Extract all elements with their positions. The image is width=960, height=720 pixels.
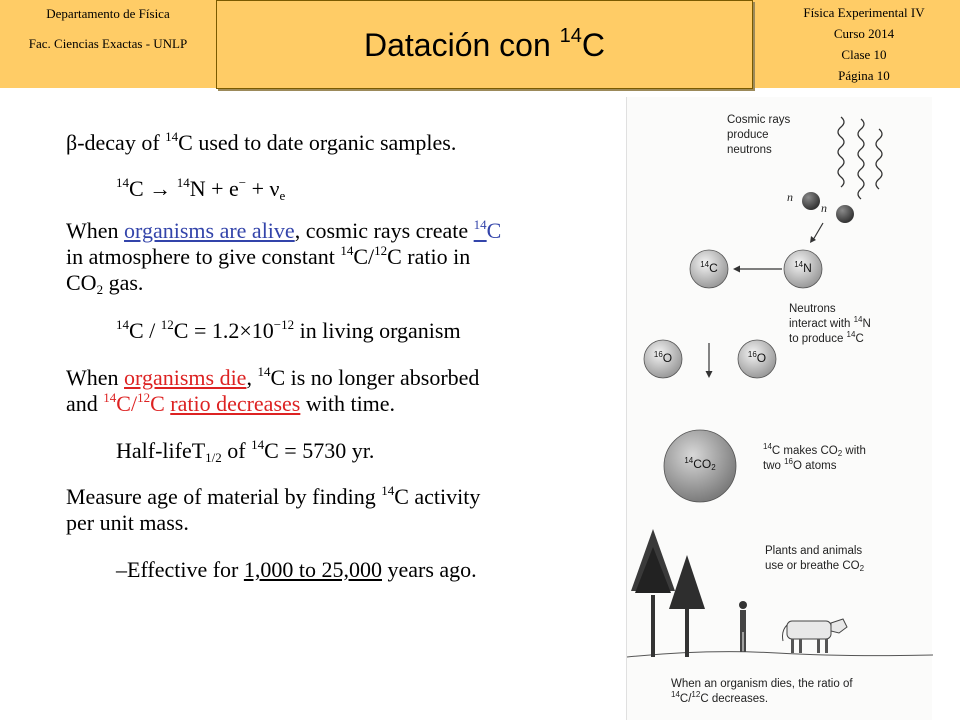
ground (627, 652, 933, 657)
text: C = 5730 yr. (264, 438, 375, 463)
text: to produce (789, 333, 847, 345)
subscript: e (279, 188, 286, 203)
text: O (662, 351, 673, 365)
bullet-die-line1 (66, 365, 479, 390)
carbon-cycle-figure (626, 97, 932, 720)
text: + ν (246, 176, 280, 201)
caption-line (765, 559, 864, 574)
title-superscript: 14 (559, 25, 582, 47)
cosmic-ray-wave-1 (838, 117, 844, 187)
text: When (66, 365, 125, 390)
text: years ago. (382, 557, 477, 582)
superscript: 14 (251, 437, 265, 452)
superscript: 16 (653, 350, 663, 359)
bullet-alive-line2 (66, 244, 470, 269)
text: C makes CO (771, 445, 838, 457)
text: C → (129, 176, 177, 201)
superscript: 14 (853, 315, 863, 324)
bullet-measure-line1 (66, 484, 480, 509)
text: When (66, 218, 125, 243)
caption-neutrons-interact (789, 302, 871, 347)
figure-drawing (627, 97, 933, 720)
neutron-1 (802, 192, 820, 210)
neutron-label-1: n (787, 190, 793, 204)
text: C/ (679, 693, 692, 705)
superscript: 12 (374, 243, 388, 258)
label-oxygen-16-1 (647, 351, 679, 365)
text: Measure age of material by finding (66, 484, 382, 509)
subscript: 2 (837, 449, 843, 458)
beta-symbol: β (66, 130, 78, 155)
page-number: Página 10 (838, 68, 890, 83)
text: O (756, 351, 767, 365)
superscript: 14 (794, 260, 804, 269)
superscript: 12 (160, 317, 174, 332)
label-nitrogen-14 (787, 261, 819, 275)
caption-plants-animals (765, 544, 864, 574)
class-number: Clase 10 (841, 47, 887, 62)
title-text: Datación con (363, 27, 560, 63)
faculty-name: Fac. Ciencias Exactas - UNLP (28, 36, 188, 51)
text: C decreases. (700, 693, 769, 705)
superscript: 14 (176, 175, 190, 190)
bullet-die-line2 (66, 391, 395, 416)
superscript: 14 (165, 129, 179, 144)
caption-organism-dies (671, 677, 853, 707)
neutron-2 (836, 205, 854, 223)
text: in atmosphere to give constant (66, 244, 341, 269)
superscript: 14 (473, 217, 487, 232)
caption-line (763, 444, 866, 459)
superscript: 14 (340, 243, 354, 258)
text: use or breathe CO (765, 560, 860, 572)
superscript: 14 (846, 330, 856, 339)
text: interact with (789, 318, 854, 330)
text: O atoms (793, 460, 837, 472)
label-co2 (675, 457, 725, 471)
title-box (216, 0, 753, 89)
subscript: 2 (859, 564, 865, 573)
superscript: 14 (116, 175, 129, 190)
text: C / (129, 318, 161, 343)
caption-line: Plants and animals (765, 545, 863, 557)
cosmic-ray-wave-2 (858, 119, 864, 199)
label-oxygen-16-2 (741, 351, 773, 365)
superscript: 12 (691, 690, 701, 699)
superscript: 14 (684, 456, 694, 465)
caption-line: neutrons (727, 144, 772, 156)
caption-line (763, 459, 866, 474)
link-organisms-alive[interactable]: organisms are alive (124, 218, 295, 243)
superscript: 14 (763, 442, 772, 451)
text: CO (66, 270, 97, 295)
caption-line (789, 332, 871, 347)
link-ratio-decreases[interactable]: ratio decreases (170, 391, 301, 416)
text: and (66, 391, 104, 416)
superscript: −12 (273, 317, 295, 332)
text: two (763, 460, 785, 472)
superscript: − (238, 175, 247, 190)
text: C/ (353, 244, 375, 269)
text: C activity (394, 484, 481, 509)
tree-1 (631, 529, 675, 657)
caption-cosmic-rays (727, 113, 790, 158)
neutron-arrow (813, 223, 823, 240)
caption-line: produce (727, 129, 769, 141)
course-name: Física Experimental IV (803, 5, 925, 20)
superscript: 14 (116, 317, 129, 332)
neutron-label-2: n (821, 201, 827, 215)
text: C = 1.2×10 (173, 318, 274, 343)
text: of (221, 438, 252, 463)
subscript: 2 (96, 282, 104, 297)
caption-line: Neutrons (789, 303, 836, 315)
text: C (150, 391, 171, 416)
text: C/ (116, 391, 138, 416)
superscript: 14 (671, 690, 680, 699)
text: N (803, 261, 812, 275)
superscript: 12 (137, 390, 151, 405)
course-year: Curso 2014 (833, 26, 895, 41)
superscript: 16 (747, 350, 757, 359)
superscript: 14 (257, 364, 271, 379)
page-title (217, 27, 752, 64)
label-carbon-14 (693, 261, 725, 275)
subscript: 1/2 (205, 450, 222, 465)
tree-2 (669, 555, 705, 657)
cosmic-ray-wave-3 (876, 129, 882, 189)
bullet-measure-line2: per unit mass. (66, 510, 189, 535)
caption-line: Cosmic rays (727, 114, 791, 126)
text: -decay of (77, 130, 166, 155)
ratio-living (116, 318, 461, 343)
half-life (116, 438, 374, 463)
subscript: 2 (711, 463, 716, 472)
link-organisms-die[interactable]: organisms die (124, 365, 247, 390)
text: , cosmic rays create (294, 218, 474, 243)
caption-line: When an organism dies, the ratio of (671, 678, 853, 690)
decay-equation (116, 176, 285, 201)
caption-line (789, 317, 871, 332)
department-name: Departamento de Física (46, 6, 170, 21)
text: N (862, 318, 871, 330)
cow (783, 619, 848, 653)
text: C (486, 218, 502, 243)
text: N + e (189, 176, 239, 201)
text: CO (693, 457, 712, 471)
department-info (0, 0, 216, 88)
text: gas. (103, 270, 144, 295)
text: C is no longer absorbed (270, 365, 480, 390)
bullet-beta-decay (66, 130, 456, 155)
bullet-alive-line3 (66, 270, 143, 295)
text: , (246, 365, 258, 390)
course-info (800, 2, 928, 86)
text: C (709, 261, 718, 275)
text: in living organism (294, 318, 461, 343)
text: C ratio in (387, 244, 471, 269)
caption-co2 (763, 444, 866, 474)
bullet-alive-line1 (66, 218, 501, 243)
text: Half-lifeT (116, 438, 206, 463)
superscript: 16 (784, 457, 793, 466)
caption-line (671, 692, 853, 707)
text: with (842, 445, 866, 457)
text: –Effective for (116, 557, 244, 582)
person (739, 601, 747, 652)
effective-range (116, 557, 477, 582)
superscript: 14 (381, 483, 395, 498)
superscript: 14 (700, 260, 710, 269)
title-element: C (581, 27, 606, 63)
superscript: 14 (103, 390, 117, 405)
year-range: 1,000 to 25,000 (243, 557, 382, 582)
text: with time. (300, 391, 396, 416)
text: C (855, 333, 864, 345)
text: C used to date organic samples. (178, 130, 457, 155)
